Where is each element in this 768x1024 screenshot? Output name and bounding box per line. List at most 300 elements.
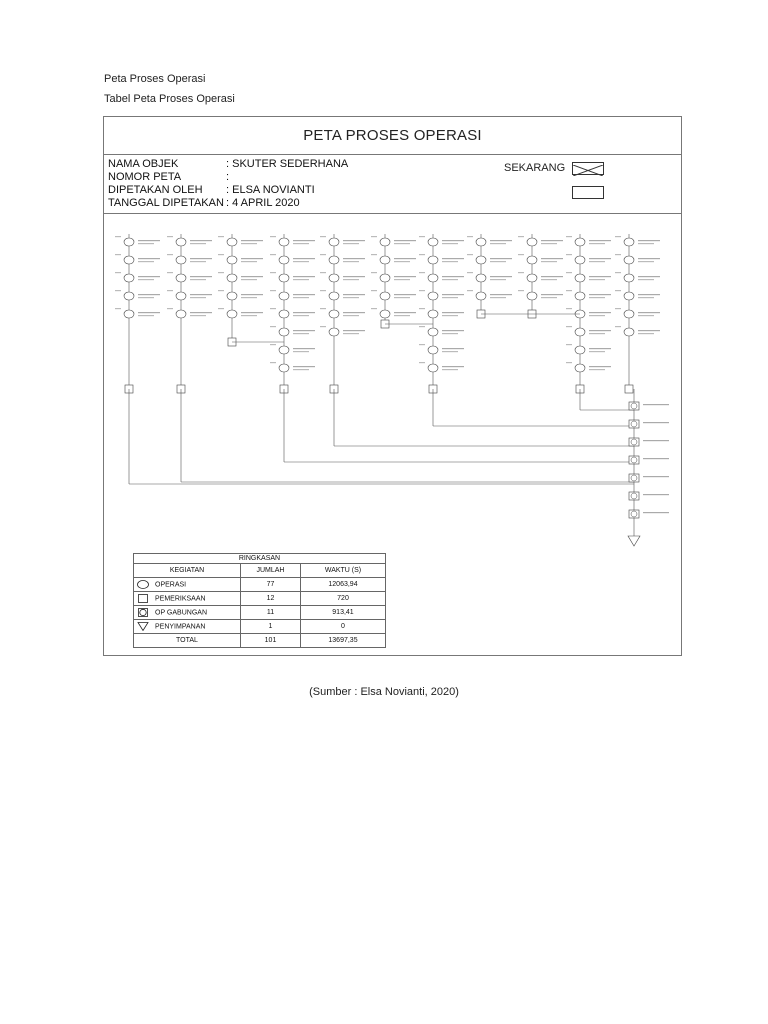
table-row	[134, 606, 386, 620]
operation-note	[589, 351, 605, 352]
process-chart-frame	[103, 116, 682, 656]
operation-note	[293, 312, 315, 313]
total-jumlah: 101	[241, 634, 301, 648]
row-waktu: 0	[301, 620, 386, 634]
operation-note	[241, 297, 257, 298]
operation-note	[490, 279, 506, 280]
operation-note	[343, 297, 359, 298]
operation-note	[643, 494, 669, 495]
operation-note	[343, 279, 359, 280]
operation-note	[138, 279, 154, 280]
operation-note	[138, 276, 160, 277]
operation-note	[589, 261, 605, 262]
operation-note	[442, 351, 458, 352]
operation-note	[293, 330, 315, 331]
operation-symbol	[575, 292, 585, 300]
row-kegiatan: OPERASI	[155, 581, 187, 589]
operation-note	[241, 294, 263, 295]
operation-symbol	[476, 274, 486, 282]
operation-symbol	[380, 310, 390, 318]
operation-time	[566, 362, 572, 363]
operation-note	[638, 315, 654, 316]
operation-symbol	[329, 274, 339, 282]
operation-time	[167, 290, 173, 291]
operation-note	[541, 279, 557, 280]
operation-note	[293, 258, 315, 259]
operation-note	[138, 240, 160, 241]
operation-time	[518, 272, 524, 273]
operation-note	[643, 440, 669, 441]
operation-symbol	[624, 328, 634, 336]
operation-time	[566, 344, 572, 345]
operation-note	[343, 294, 365, 295]
header-jumlah: JUMLAH	[241, 564, 301, 578]
operation-note	[638, 258, 660, 259]
operation-note	[241, 243, 257, 244]
summary-table	[133, 553, 386, 648]
operation-symbol	[329, 310, 339, 318]
storage-symbol	[628, 536, 640, 546]
operation-note	[442, 348, 464, 349]
operation-note	[343, 276, 365, 277]
operation-symbol	[227, 274, 237, 282]
operation-time	[218, 272, 224, 273]
operation-symbol	[227, 292, 237, 300]
row-waktu: 720	[301, 592, 386, 606]
operation-note	[293, 240, 315, 241]
operation-symbol	[476, 256, 486, 264]
operation-note	[541, 294, 563, 295]
operation-symbol	[380, 274, 390, 282]
operation-symbol	[279, 238, 289, 246]
operation-note	[293, 261, 309, 262]
operation-note	[442, 240, 464, 241]
operation-time	[566, 236, 572, 237]
operation-note	[541, 276, 563, 277]
operation-note	[343, 315, 359, 316]
operation-time	[615, 290, 621, 291]
operation-time	[320, 308, 326, 309]
operation-note	[343, 243, 359, 244]
operation-time	[320, 326, 326, 327]
operation-time	[371, 236, 377, 237]
operation-note	[589, 348, 611, 349]
operation-note	[442, 330, 464, 331]
operation-time	[467, 254, 473, 255]
operation-note	[589, 294, 611, 295]
operation-symbol	[575, 328, 585, 336]
operation-time	[320, 236, 326, 237]
header-waktu: WAKTU (S)	[301, 564, 386, 578]
operation-circle-icon	[137, 580, 149, 589]
operation-time	[467, 236, 473, 237]
summary-total-row	[134, 634, 386, 648]
operation-note	[589, 276, 611, 277]
operation-symbol	[380, 292, 390, 300]
operation-time	[615, 308, 621, 309]
operation-time	[270, 272, 276, 273]
operation-note	[190, 261, 206, 262]
operation-note	[343, 333, 359, 334]
operation-note	[541, 261, 557, 262]
operation-note	[442, 258, 464, 259]
operation-symbol	[227, 310, 237, 318]
operation-note	[490, 297, 506, 298]
operation-note	[442, 315, 458, 316]
info-label: NOMOR PETA	[108, 171, 182, 183]
info-label: TANGGAL DIPETAKAN	[108, 197, 224, 209]
operation-note	[394, 315, 410, 316]
operation-note	[138, 258, 160, 259]
operation-note	[343, 240, 365, 241]
operation-symbol	[279, 364, 289, 372]
operation-symbol	[380, 238, 390, 246]
operation-note	[541, 258, 563, 259]
operation-note	[442, 366, 464, 367]
operation-time	[518, 254, 524, 255]
operation-time	[320, 254, 326, 255]
operation-note	[394, 240, 416, 241]
operation-note	[490, 276, 512, 277]
operation-note	[293, 276, 315, 277]
chart-info-block	[104, 154, 681, 214]
summary-caption: RINGKASAN	[134, 554, 386, 564]
operation-time	[419, 236, 425, 237]
row-jumlah: 1	[241, 620, 301, 634]
operation-note	[589, 330, 611, 331]
operation-time	[167, 254, 173, 255]
inspection-symbol	[625, 385, 633, 393]
operation-note	[442, 294, 464, 295]
operation-note	[241, 279, 257, 280]
operation-time	[467, 290, 473, 291]
operation-time	[419, 362, 425, 363]
operation-note	[241, 276, 263, 277]
operation-note	[138, 297, 154, 298]
operation-note	[138, 243, 154, 244]
operation-note	[293, 294, 315, 295]
operation-flow-diagram	[104, 214, 681, 554]
row-waktu: 913,41	[301, 606, 386, 620]
row-kegiatan: OP GABUNGAN	[155, 609, 207, 617]
operation-symbol	[176, 310, 186, 318]
operation-note	[293, 315, 309, 316]
operation-note	[138, 312, 160, 313]
operation-time	[115, 308, 121, 309]
operation-note	[589, 333, 605, 334]
operation-time	[115, 254, 121, 255]
operation-note	[638, 312, 660, 313]
row-waktu: 12063,94	[301, 578, 386, 592]
operation-time	[566, 326, 572, 327]
operation-time	[518, 290, 524, 291]
operation-note	[241, 315, 257, 316]
operation-note	[589, 243, 605, 244]
operation-symbol	[176, 274, 186, 282]
operation-time	[270, 290, 276, 291]
row-jumlah: 77	[241, 578, 301, 592]
operation-symbol	[428, 310, 438, 318]
cross-mark-icon	[573, 165, 603, 176]
operation-symbol	[575, 346, 585, 354]
operation-symbol	[575, 364, 585, 372]
row-kegiatan: PENYIMPANAN	[155, 623, 206, 631]
operation-symbol	[527, 238, 537, 246]
info-value: : 4 APRIL 2020	[226, 197, 300, 209]
info-tanggal	[108, 197, 300, 209]
operation-note	[589, 369, 605, 370]
operation-time	[419, 308, 425, 309]
operation-note	[643, 476, 669, 477]
operation-time	[115, 290, 121, 291]
operation-symbol	[380, 256, 390, 264]
operation-note	[293, 297, 309, 298]
operation-symbol	[279, 292, 289, 300]
operation-symbol	[124, 274, 134, 282]
operation-note	[490, 240, 512, 241]
operation-note	[394, 312, 416, 313]
info-nama-objek	[108, 158, 348, 170]
total-waktu: 13697,35	[301, 634, 386, 648]
inspection-square-icon	[137, 594, 149, 603]
operation-note	[442, 312, 464, 313]
legend-empty-checkbox	[572, 186, 604, 199]
operation-symbol	[527, 256, 537, 264]
operation-time	[419, 326, 425, 327]
operation-note	[190, 240, 212, 241]
operation-note	[442, 279, 458, 280]
operation-symbol	[176, 256, 186, 264]
operation-symbol	[624, 274, 634, 282]
operation-note	[138, 315, 154, 316]
operation-time	[419, 344, 425, 345]
operation-note	[394, 294, 416, 295]
operation-symbol	[575, 274, 585, 282]
operation-note	[293, 351, 309, 352]
info-value: : SKUTER SEDERHANA	[226, 158, 349, 170]
operation-note	[394, 258, 416, 259]
operation-symbol	[279, 310, 289, 318]
operation-note	[190, 243, 206, 244]
operation-time	[566, 272, 572, 273]
operation-note	[589, 258, 611, 259]
info-value: :	[226, 171, 230, 183]
operation-time	[270, 344, 276, 345]
operation-note	[643, 422, 669, 423]
operation-note	[190, 312, 212, 313]
intro-heading: Peta Proses Operasi	[104, 73, 206, 85]
row-jumlah: 12	[241, 592, 301, 606]
operation-note	[293, 243, 309, 244]
operation-note	[490, 294, 512, 295]
operation-symbol	[124, 310, 134, 318]
operation-time	[419, 272, 425, 273]
operation-note	[442, 261, 458, 262]
operation-note	[490, 258, 512, 259]
operation-note	[638, 261, 654, 262]
operation-symbol	[329, 238, 339, 246]
operation-note	[190, 279, 206, 280]
table-row	[134, 578, 386, 592]
operation-note	[589, 279, 605, 280]
operation-symbol	[575, 238, 585, 246]
storage-triangle-icon	[137, 622, 149, 631]
operation-note	[541, 240, 563, 241]
operation-symbol	[124, 256, 134, 264]
operation-note	[541, 297, 557, 298]
operation-note	[241, 261, 257, 262]
operation-time	[270, 308, 276, 309]
operation-time	[320, 272, 326, 273]
total-label: TOTAL	[134, 634, 241, 648]
operation-time	[518, 236, 524, 237]
operation-note	[442, 243, 458, 244]
combined-operation-icon	[137, 608, 149, 617]
operation-time	[218, 308, 224, 309]
info-value: : ELSA NOVIANTI	[226, 184, 315, 196]
operation-note	[442, 333, 458, 334]
operation-symbol	[428, 364, 438, 372]
operation-symbol	[279, 256, 289, 264]
operation-note	[293, 333, 309, 334]
operation-note	[394, 276, 416, 277]
operation-time	[371, 290, 377, 291]
operation-time	[167, 308, 173, 309]
operation-symbol	[527, 292, 537, 300]
intro-subheading: Tabel Peta Proses Operasi	[104, 93, 235, 105]
source-caption: (Sumber : Elsa Novianti, 2020)	[309, 686, 459, 698]
info-nomor-peta	[108, 171, 229, 183]
operation-note	[541, 243, 557, 244]
operation-note	[394, 243, 410, 244]
operation-note	[638, 330, 660, 331]
operation-time	[371, 272, 377, 273]
operation-time	[371, 254, 377, 255]
summary-header-row	[134, 564, 386, 578]
operation-time	[566, 308, 572, 309]
operation-note	[394, 297, 410, 298]
operation-symbol	[624, 238, 634, 246]
operation-symbol	[124, 292, 134, 300]
operation-note	[394, 261, 410, 262]
operation-note	[343, 312, 365, 313]
operation-note	[643, 458, 669, 459]
operation-time	[218, 254, 224, 255]
operation-symbol	[428, 238, 438, 246]
operation-note	[293, 279, 309, 280]
operation-note	[638, 240, 660, 241]
operation-symbol	[176, 238, 186, 246]
operation-symbol	[575, 256, 585, 264]
operation-time	[320, 290, 326, 291]
operation-symbol	[624, 292, 634, 300]
operation-note	[190, 276, 212, 277]
operation-time	[167, 272, 173, 273]
legend-sekarang-checkbox	[572, 162, 604, 175]
operation-symbol	[227, 256, 237, 264]
operation-symbol	[329, 256, 339, 264]
operation-time	[371, 308, 377, 309]
operation-note	[442, 297, 458, 298]
operation-time	[566, 254, 572, 255]
row-kegiatan: PEMERIKSAAN	[155, 595, 206, 603]
operation-symbol	[279, 328, 289, 336]
operation-symbol	[124, 238, 134, 246]
info-dipetakan-oleh	[108, 184, 315, 196]
operation-note	[638, 297, 654, 298]
operation-time	[419, 254, 425, 255]
operation-time	[615, 272, 621, 273]
operation-symbol	[176, 292, 186, 300]
operation-symbol	[279, 346, 289, 354]
operation-time	[115, 272, 121, 273]
info-label: DIPETAKAN OLEH	[108, 184, 203, 196]
operation-note	[643, 404, 669, 405]
operation-note	[241, 240, 263, 241]
operation-note	[589, 312, 611, 313]
operation-symbol	[624, 310, 634, 318]
operation-symbol	[428, 292, 438, 300]
operation-time	[270, 362, 276, 363]
operation-time	[270, 326, 276, 327]
operation-note	[442, 276, 464, 277]
operation-time	[167, 236, 173, 237]
chart-title: PETA PROSES OPERASI	[104, 117, 681, 155]
operation-note	[589, 366, 611, 367]
operation-symbol	[428, 256, 438, 264]
operation-time	[615, 236, 621, 237]
operation-note	[490, 261, 506, 262]
operation-note	[589, 315, 605, 316]
operation-symbol	[476, 238, 486, 246]
row-jumlah: 11	[241, 606, 301, 620]
operation-time	[566, 290, 572, 291]
operation-note	[643, 512, 669, 513]
operation-symbol	[428, 346, 438, 354]
operation-note	[589, 240, 611, 241]
operation-note	[190, 315, 206, 316]
operation-note	[638, 243, 654, 244]
operation-symbol	[329, 292, 339, 300]
operation-symbol	[624, 256, 634, 264]
operation-note	[638, 276, 660, 277]
operation-note	[241, 312, 263, 313]
legend-sekarang-label: SEKARANG	[504, 162, 566, 174]
operation-time	[115, 236, 121, 237]
operation-note	[293, 348, 315, 349]
operation-time	[270, 254, 276, 255]
operation-note	[241, 258, 263, 259]
operation-note	[293, 366, 315, 367]
operation-symbol	[527, 274, 537, 282]
operation-note	[442, 369, 458, 370]
operation-note	[190, 294, 212, 295]
operation-note	[638, 333, 654, 334]
operation-note	[394, 279, 410, 280]
operation-symbol	[428, 274, 438, 282]
operation-time	[270, 236, 276, 237]
table-row	[134, 620, 386, 634]
operation-note	[138, 294, 160, 295]
operation-time	[218, 236, 224, 237]
info-label: NAMA OBJEK	[108, 158, 179, 170]
operation-note	[190, 258, 212, 259]
operation-time	[467, 272, 473, 273]
operation-note	[589, 297, 605, 298]
operation-symbol	[329, 328, 339, 336]
operation-symbol	[279, 274, 289, 282]
operation-time	[615, 254, 621, 255]
